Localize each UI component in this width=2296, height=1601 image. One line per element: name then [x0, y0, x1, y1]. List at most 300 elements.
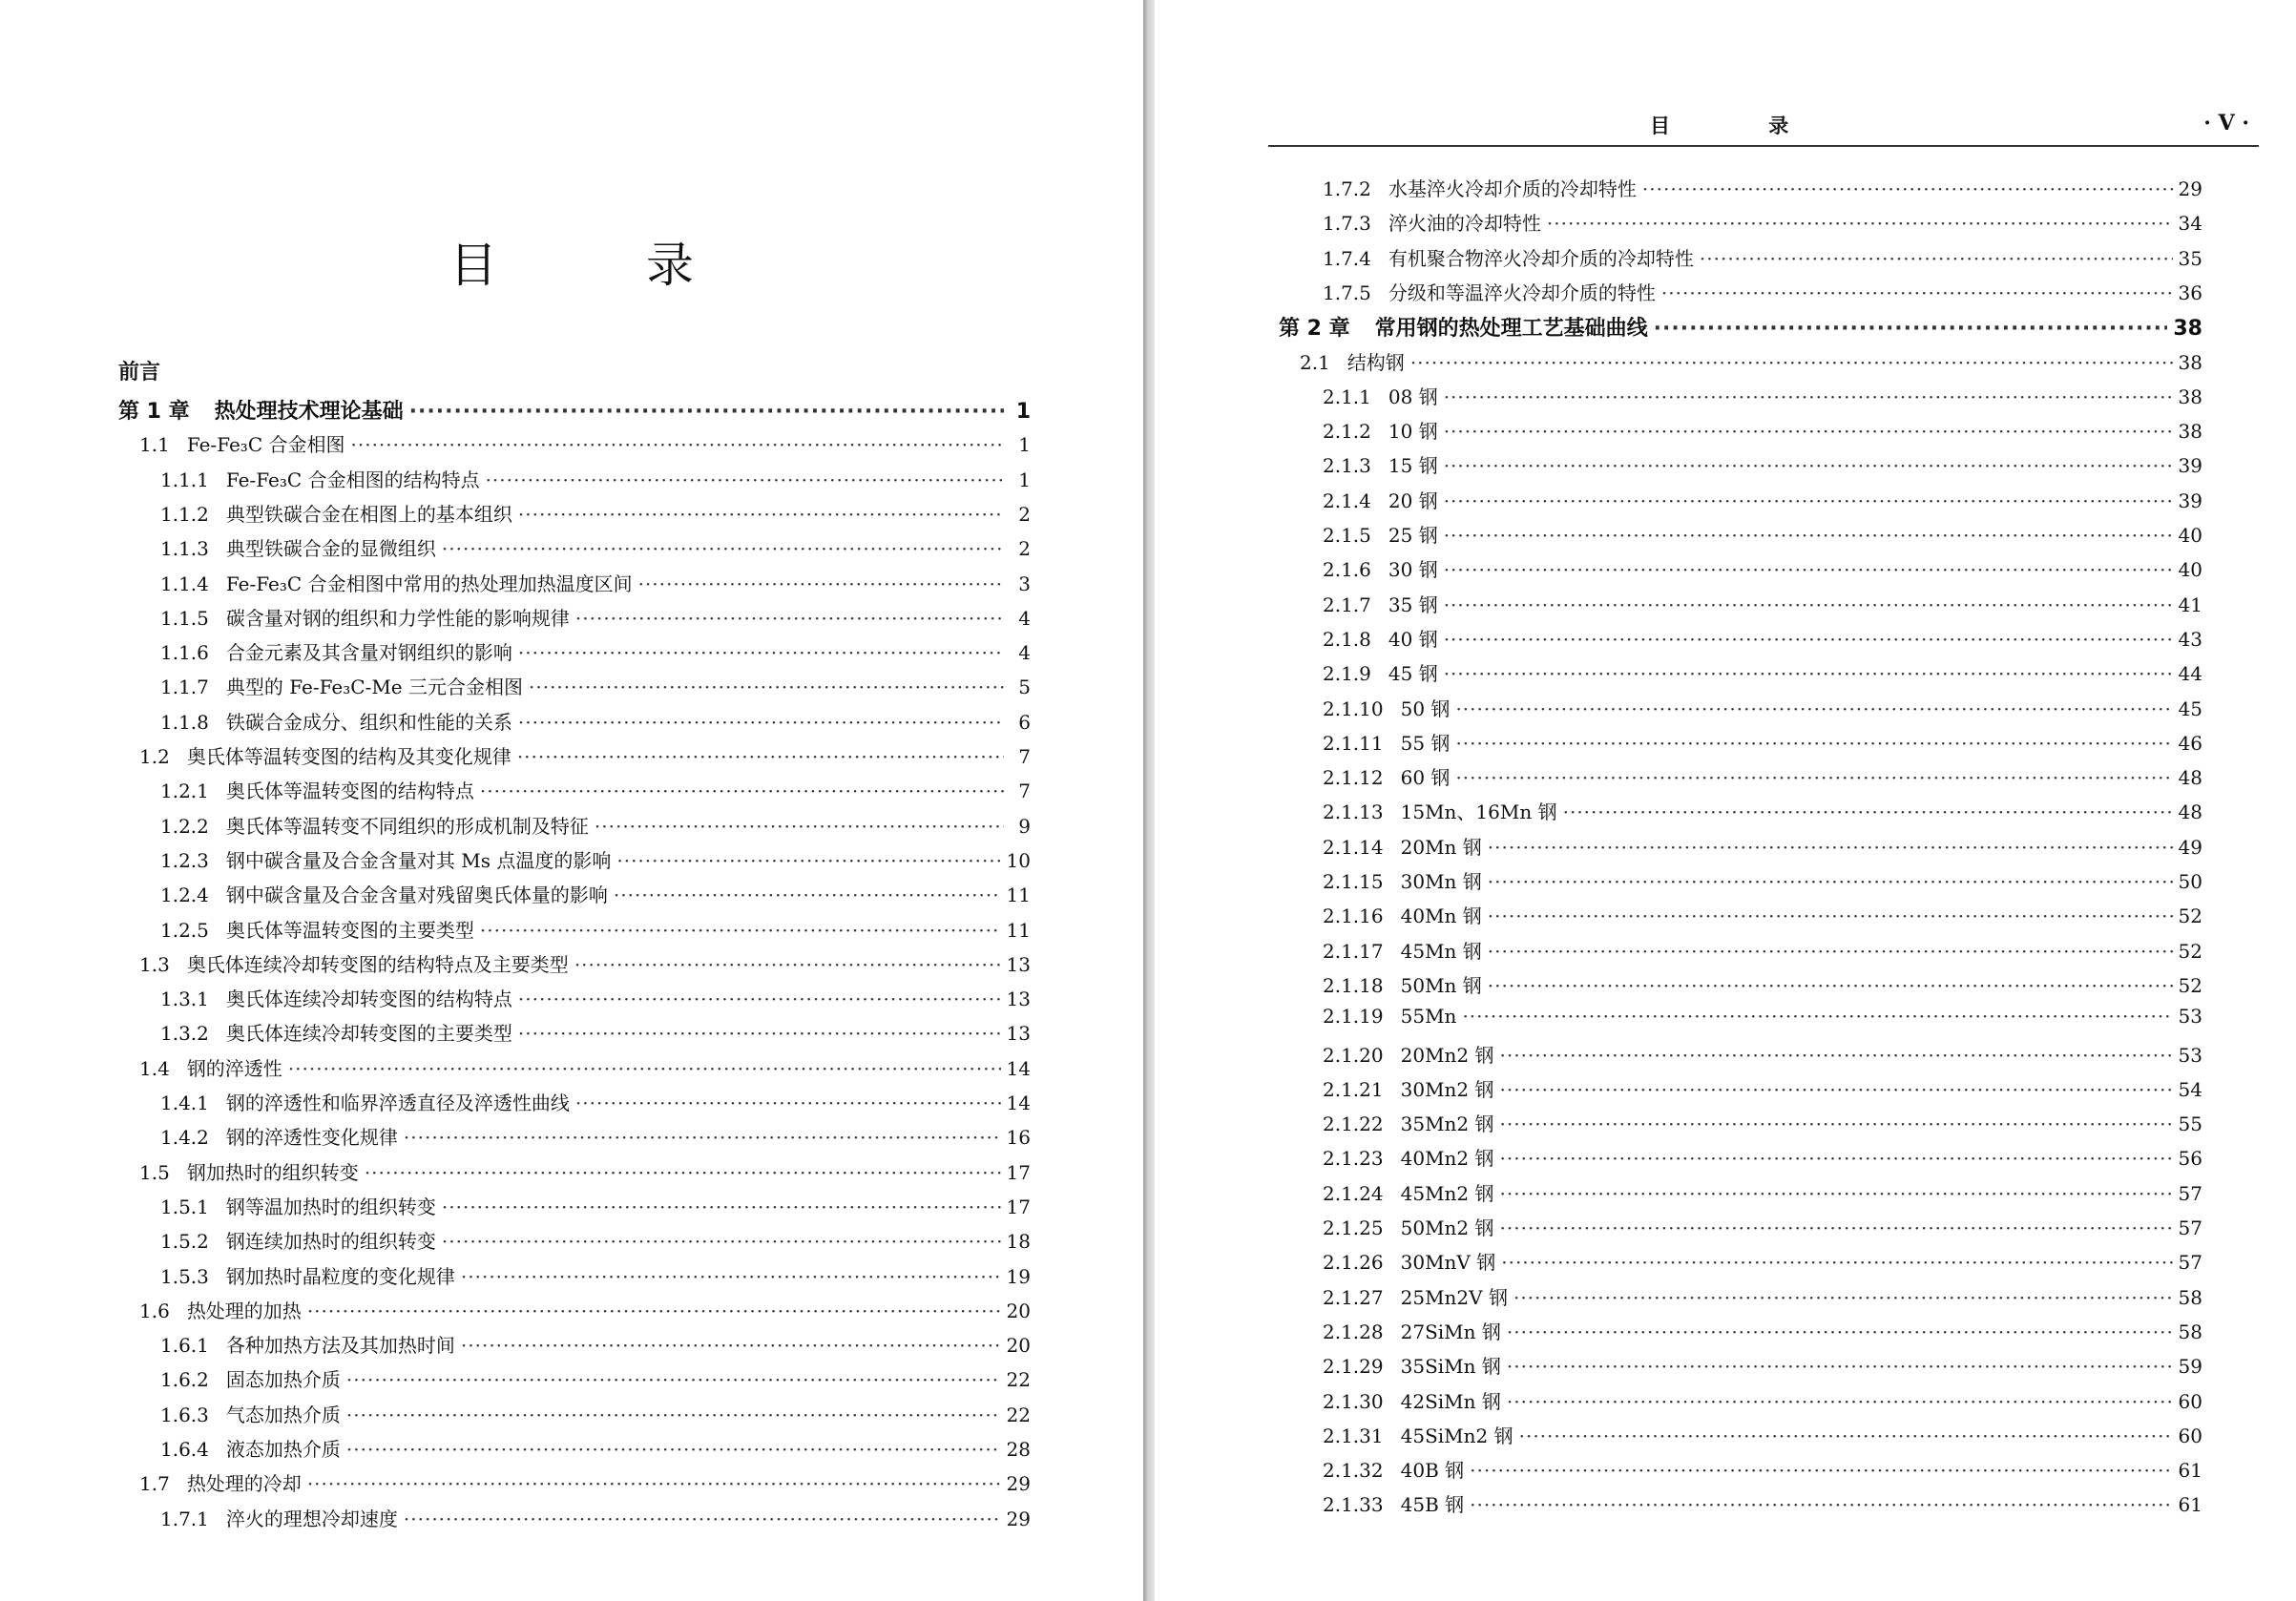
toc-entry-title: 45B 钢 [1400, 1493, 1465, 1517]
toc-entry-number: 2.1.6 [1323, 558, 1371, 582]
toc-entry-title: 分级和等温淬火冷却介质的特性 [1388, 281, 1656, 304]
toc-entry-number: 1.2.5 [160, 918, 209, 942]
toc-entry-title: 钢中碳含量及合金含量对其 Ms 点温度的影响 [225, 848, 612, 872]
toc-entry[interactable] [160, 465, 1031, 492]
toc-leader-dots [1455, 697, 2172, 720]
toc-entry-title: 奥氏体连续冷却转变图的结构特点及主要类型 [186, 952, 569, 976]
left-page [0, 0, 1143, 1601]
toc-entry-title: Fe-Fe₃C 合金相图中常用的热处理加热温度区间 [225, 572, 633, 595]
toc-leader-dots [1444, 420, 2173, 443]
toc-leader-dots [1444, 558, 2173, 581]
toc-leader-dots [1700, 247, 2173, 270]
toc-entry[interactable] [1323, 278, 2202, 305]
toc-leader-dots [1455, 732, 2172, 755]
toc-entry-title: 20Mn2 钢 [1400, 1043, 1494, 1067]
toc-entry-page: 48 [2178, 800, 2202, 824]
toc-entry-page: 43 [2178, 627, 2202, 651]
toc-entry-number: 1.1.5 [160, 606, 209, 630]
toc-entry[interactable] [1323, 1386, 2202, 1414]
toc-entry-number: 第 1 章 [118, 400, 190, 424]
toc-entry-title: 15Mn、16Mn 钢 [1400, 800, 1557, 824]
toc-entry-title: 奥氏体连续冷却转变图的结构特点 [225, 988, 512, 1011]
toc-entry-page: 17 [1006, 1195, 1031, 1218]
toc-entry-number: 1.6.3 [160, 1403, 209, 1426]
toc-entry-number: 1.4 [139, 1056, 170, 1080]
toc-leader-dots [529, 676, 1004, 698]
toc-entry[interactable] [160, 845, 1031, 873]
toc-entry-page: 35 [2178, 246, 2202, 270]
toc-entry-number: 1.2.1 [160, 780, 209, 803]
toc-leader-dots [638, 572, 1004, 595]
toc-leader-dots [1444, 385, 2173, 408]
toc-entry[interactable] [160, 637, 1031, 665]
toc-leader-dots [307, 1472, 1001, 1495]
toc-entry[interactable] [1323, 970, 2202, 998]
toc-entry-page: 17 [1006, 1160, 1031, 1184]
toc-entry-title: 各种加热方法及其加热时间 [225, 1334, 455, 1358]
toc-entry[interactable] [139, 1296, 1031, 1323]
toc-entry[interactable] [160, 1226, 1031, 1254]
toc-leader-dots [1500, 1078, 2173, 1101]
toc-entry-title: 40 钢 [1388, 627, 1438, 651]
toc-entry[interactable] [1323, 1247, 2202, 1275]
toc-entry-title: 铁碳合金成分、组织和性能的关系 [225, 710, 512, 734]
toc-entry-page: 19 [1006, 1264, 1031, 1288]
toc-leader-dots [1444, 662, 2173, 685]
toc-entry[interactable] [1323, 1143, 2202, 1171]
toc-entry-page: 2 [1018, 537, 1031, 561]
toc-entry[interactable] [1323, 762, 2202, 790]
toc-entry-title: 55Mn [1400, 1005, 1457, 1029]
right-page [1155, 0, 2296, 1601]
toc-leader-dots [574, 953, 1001, 976]
toc-entry-title: 奥氏体等温转变图的主要类型 [225, 918, 474, 942]
toc-entry-title: 奥氏体连续冷却转变图的主要类型 [225, 1022, 512, 1046]
toc-entry[interactable] [139, 949, 1031, 977]
toc-entry[interactable] [160, 707, 1031, 735]
toc-entry[interactable] [160, 499, 1031, 527]
toc-entry[interactable] [1323, 1005, 2202, 1028]
toc-entry-number: 1.5.1 [160, 1195, 209, 1218]
toc-entry[interactable] [160, 880, 1031, 907]
toc-entry-title: 30MnV 钢 [1400, 1251, 1496, 1275]
toc-entry-page: 20 [1006, 1299, 1031, 1322]
toc-entry-page: 6 [1018, 710, 1031, 734]
toc-entry-title: 45Mn 钢 [1400, 939, 1482, 963]
toc-leader-dots [404, 1507, 1001, 1530]
toc-entry-page: 57 [2178, 1216, 2202, 1239]
toc-entry-number: 1.7.1 [160, 1507, 209, 1530]
toc-entry[interactable] [160, 1088, 1031, 1115]
page-number: · V · [2203, 111, 2249, 135]
toc-entry-title: 10 钢 [1388, 420, 1438, 444]
toc-entry-number: 2.1.29 [1323, 1355, 1384, 1379]
toc-leader-dots [1519, 1424, 2173, 1447]
toc-entry-title: 30Mn2 钢 [1400, 1077, 1494, 1101]
toc-entry-page: 54 [2178, 1077, 2202, 1101]
toc-entry-number: 2.1.16 [1323, 904, 1384, 928]
running-header [1268, 111, 2259, 147]
toc-entry-number: 1.5.3 [160, 1264, 209, 1288]
toc-entry-page: 58 [2178, 1285, 2202, 1309]
toc-entry[interactable] [1323, 832, 2202, 860]
toc-entry-page: 45 [2178, 697, 2202, 720]
toc-entry-title: 固态加热介质 [225, 1368, 341, 1392]
toc-leader-dots [518, 711, 1004, 734]
toc-entry-number: 1.2.2 [160, 814, 209, 838]
toc-leader-dots [1462, 1005, 2172, 1028]
toc-entry[interactable] [1323, 243, 2202, 271]
toc-entry-title: 水基淬火冷却介质的冷却特性 [1388, 177, 1637, 200]
toc-entry[interactable] [139, 429, 1031, 457]
toc-entry-number: 2.1.27 [1323, 1285, 1384, 1309]
toc-leader-dots [1547, 212, 2173, 235]
toc-entry-number: 2.1.5 [1323, 524, 1371, 547]
toc-entry[interactable] [1323, 590, 2202, 617]
toc-entry-page: 53 [2178, 1005, 2202, 1029]
toc-preface-label: 前言 [118, 361, 161, 385]
toc-entry-page: 10 [1006, 848, 1031, 872]
toc-leader-dots [1470, 1459, 2172, 1482]
toc-entry-title: 50Mn 钢 [1400, 973, 1482, 997]
toc-entry-page: 53 [2178, 1043, 2202, 1067]
toc-entry[interactable] [1323, 694, 2202, 721]
toc-leader-dots [1500, 1044, 2173, 1067]
toc-entry[interactable] [1323, 554, 2202, 582]
toc-entry-page: 58 [2178, 1320, 2202, 1343]
toc-entry[interactable] [1323, 797, 2202, 824]
toc-entry-page: 29 [1006, 1507, 1031, 1530]
toc-entry[interactable] [1323, 1489, 2202, 1517]
toc-entry-title: 15 钢 [1388, 454, 1438, 478]
toc-entry-title: Fe-Fe₃C 合金相图 [186, 433, 345, 457]
toc-entry-title: 40Mn2 钢 [1400, 1147, 1494, 1171]
toc-entry[interactable] [160, 533, 1031, 561]
toc-entry-title: 45 钢 [1388, 662, 1438, 686]
toc-entry[interactable] [160, 984, 1031, 1011]
toc-entry-page: 18 [1006, 1230, 1031, 1254]
toc-leader-dots [409, 400, 1004, 424]
toc-entry-page: 44 [2178, 662, 2202, 686]
toc-entry-page: 56 [2178, 1147, 2202, 1171]
toc-entry-page: 40 [2178, 524, 2202, 547]
toc-entry[interactable] [1323, 208, 2202, 236]
toc-entry[interactable] [1323, 1421, 2202, 1448]
toc-entry[interactable] [160, 1330, 1031, 1358]
toc-entry-page: 38 [2178, 350, 2202, 374]
toc-entry-page: 48 [2178, 766, 2202, 790]
toc-entry[interactable] [1323, 1109, 2202, 1136]
toc-entry-title: 25Mn2V 钢 [1400, 1285, 1508, 1309]
toc-leader-dots [1500, 1112, 2173, 1135]
toc-entry-number: 1.5 [139, 1160, 170, 1184]
toc-entry-title: 典型铁碳合金在相图上的基本组织 [225, 502, 512, 526]
toc-entry-page: 57 [2178, 1181, 2202, 1205]
toc-entry[interactable] [118, 395, 1031, 425]
toc-entry-title: 热处理技术理论基础 [214, 400, 404, 424]
toc-entry[interactable] [1323, 1317, 2202, 1344]
toc-leader-dots [1507, 1390, 2173, 1413]
toc-entry[interactable] [160, 776, 1031, 803]
toc-entry-number: 2.1.18 [1323, 973, 1384, 997]
toc-entry-title: 合金元素及其含量对钢组织的影响 [225, 641, 512, 665]
toc-entry[interactable] [1323, 520, 2202, 548]
toc-entry-page: 59 [2178, 1355, 2202, 1379]
toc-entry-number: 2.1.24 [1323, 1181, 1384, 1205]
toc-entry-title: 钢的淬透性和临界淬透直径及淬透性曲线 [225, 1092, 570, 1114]
toc-entry-number: 1.7.5 [1323, 281, 1371, 304]
toc-entry-title: 淬火油的冷却特性 [1388, 212, 1541, 236]
toc-entry-page: 60 [2178, 1424, 2202, 1447]
toc-entry-number: 1.7.2 [1323, 177, 1371, 200]
toc-entry[interactable] [1323, 658, 2202, 686]
toc-entry[interactable] [1279, 312, 2202, 342]
toc-entry-number: 2.1 [1300, 350, 1330, 374]
toc-entry[interactable] [1323, 1282, 2202, 1310]
toc-entry-number: 1.7.3 [1323, 212, 1371, 236]
toc-entry-title: 25 钢 [1388, 524, 1438, 547]
toc-leader-dots [480, 919, 1001, 942]
toc-entry[interactable] [139, 1157, 1031, 1185]
toc-entry[interactable] [160, 1261, 1031, 1289]
toc-entry[interactable] [1323, 624, 2202, 652]
toc-entry-title: 奥氏体等温转变图的结构特点 [225, 780, 474, 803]
toc-entry-number: 2.1.20 [1323, 1043, 1384, 1067]
toc-leader-dots [518, 641, 1004, 664]
toc-leader-dots [1563, 800, 2173, 823]
toc-entry-title: 08 钢 [1388, 385, 1438, 408]
toc-entry-page: 14 [1006, 1092, 1031, 1114]
toc-entry-number: 2.1.11 [1323, 731, 1384, 755]
running-title: 目 录 [1650, 114, 1835, 137]
toc-entry[interactable] [1323, 1178, 2202, 1206]
toc-entry[interactable] [160, 1122, 1031, 1150]
toc-entry-page: 38 [2173, 317, 2202, 342]
toc-entry[interactable] [160, 811, 1031, 839]
toc-entry[interactable] [160, 1018, 1031, 1046]
toc-entry[interactable] [1323, 1455, 2202, 1483]
toc-leader-dots [1500, 1182, 2173, 1205]
toc-entry-title: 20Mn 钢 [1400, 835, 1482, 859]
toc-entry[interactable] [1323, 1040, 2202, 1068]
toc-entry-page: 46 [2178, 731, 2202, 755]
toc-entry-page: 29 [2178, 177, 2202, 200]
toc-entry-page: 1 [1018, 433, 1031, 457]
toc-entry[interactable] [160, 1504, 1031, 1531]
toc-leader-dots [1444, 489, 2173, 512]
toc-entry[interactable] [1323, 1074, 2202, 1102]
toc-entry-title: 20 钢 [1388, 489, 1438, 512]
toc-entry-page: 13 [1006, 952, 1031, 976]
toc-entry-title: 液态加热介质 [225, 1438, 341, 1461]
toc-entry-page: 60 [2178, 1389, 2202, 1413]
toc-leader-dots [517, 745, 1004, 768]
toc-entry-title: 热处理的冷却 [186, 1472, 302, 1496]
toc-entry-page: 11 [1006, 884, 1031, 907]
toc-entry-number: 1.1.2 [160, 502, 209, 526]
toc-entry-page: 22 [1006, 1368, 1031, 1392]
toc-entry-number: 1.1.8 [160, 710, 209, 734]
toc-entry-title: 钢的淬透性 [186, 1056, 282, 1080]
toc-entry-number: 1.6 [139, 1299, 170, 1322]
toc-entry-number: 2.1.19 [1323, 1005, 1384, 1029]
toc-leader-dots [351, 433, 1005, 456]
toc-leader-dots [518, 503, 1004, 526]
toc-leader-dots [1661, 281, 2173, 304]
toc-leader-dots [575, 1092, 1001, 1114]
toc-leader-dots [595, 815, 1004, 838]
toc-entry-title: 40B 钢 [1400, 1459, 1465, 1483]
toc-entry-number: 2.1.9 [1323, 662, 1371, 686]
toc-entry-page: 16 [1006, 1126, 1031, 1150]
toc-preface[interactable] [118, 356, 160, 385]
toc-entry-page: 29 [1006, 1472, 1031, 1496]
toc-entry-title: 50 钢 [1400, 697, 1451, 720]
toc-entry-number: 1.4.2 [160, 1126, 209, 1150]
toc-entry[interactable] [1323, 866, 2202, 894]
toc-entry-page: 50 [2178, 870, 2202, 893]
toc-entry-title: Fe-Fe₃C 合金相图的结构特点 [225, 468, 480, 491]
toc-leader-dots [486, 468, 1004, 491]
toc-entry-page: 14 [1006, 1056, 1031, 1080]
toc-entry-number: 第 2 章 [1279, 317, 1350, 342]
toc-entry-page: 34 [2178, 212, 2202, 236]
toc-entry[interactable] [1323, 416, 2202, 444]
toc-entry-title: 典型的 Fe-Fe₃C-Me 三元合金相图 [225, 676, 523, 699]
toc-entry-page: 52 [2178, 904, 2202, 928]
toc-entry[interactable] [1323, 382, 2202, 409]
toc-entry-number: 2.1.22 [1323, 1112, 1384, 1136]
toc-entry-page: 7 [1018, 745, 1031, 768]
toc-entry-title: 42SiMn 钢 [1400, 1389, 1501, 1413]
toc-entry-page: 9 [1018, 814, 1031, 838]
toc-entry-number: 2.1.1 [1323, 385, 1371, 408]
toc-entry[interactable] [1323, 174, 2202, 201]
toc-leader-dots [1488, 974, 2173, 997]
toc-entry-title: 27SiMn 钢 [1400, 1320, 1501, 1343]
toc-entry-number: 2.1.10 [1323, 697, 1384, 720]
toc-entry-title: 60 钢 [1400, 766, 1451, 790]
toc-entry[interactable] [139, 1468, 1031, 1496]
toc-entry-page: 55 [2178, 1112, 2202, 1136]
toc-entry-title: 奥氏体等温转变不同组织的形成机制及特征 [225, 814, 589, 838]
toc-entry[interactable] [160, 569, 1031, 596]
toc-entry-title: 有机聚合物淬火冷却介质的冷却特性 [1388, 246, 1694, 270]
toc-entry[interactable] [1323, 1351, 2202, 1379]
toc-entry[interactable] [139, 1053, 1031, 1081]
toc-entry-number: 1.3.2 [160, 1022, 209, 1046]
toc-entry-page: 22 [1006, 1403, 1031, 1426]
toc-entry-number: 1.1.3 [160, 537, 209, 561]
toc-leader-dots [1444, 628, 2173, 651]
toc-leader-dots [1444, 593, 2173, 616]
toc-entry-number: 2.1.32 [1323, 1459, 1384, 1483]
toc-entry-number: 2.1.28 [1323, 1320, 1384, 1343]
toc-entry-title: 钢中碳含量及合金含量对残留奥氏体量的影响 [225, 884, 608, 907]
toc-entry-number: 1.4.1 [160, 1092, 209, 1114]
toc-entry-page: 38 [2178, 385, 2202, 408]
toc-entry-number: 1.5.2 [160, 1230, 209, 1254]
toc-entry-page: 4 [1018, 606, 1031, 630]
toc-entry[interactable] [160, 672, 1031, 699]
toc-entry-title: 热处理的加热 [186, 1299, 302, 1322]
toc-entry[interactable] [160, 1400, 1031, 1427]
toc-leader-dots [1488, 940, 2173, 963]
toc-entry-page: 13 [1006, 988, 1031, 1011]
toc-entry[interactable] [1323, 728, 2202, 756]
toc-leader-dots [1455, 766, 2172, 789]
toc-entry-number: 2.1.8 [1323, 627, 1371, 651]
toc-leader-dots [1444, 454, 2173, 477]
toc-entry-page: 4 [1018, 641, 1031, 665]
toc-entry-number: 2.1.31 [1323, 1424, 1384, 1447]
toc-entry-page: 13 [1006, 1022, 1031, 1046]
toc-entry-page: 52 [2178, 939, 2202, 963]
toc-entry-number: 2.1.17 [1323, 939, 1384, 963]
toc-entry-number: 2.1.30 [1323, 1389, 1384, 1413]
toc-entry-page: 39 [2178, 454, 2202, 478]
toc-leader-dots [1488, 904, 2173, 927]
toc-entry-title: 钢加热时晶粒度的变化规律 [225, 1264, 455, 1288]
toc-leader-dots [1410, 351, 2173, 374]
toc-entry[interactable] [160, 1434, 1031, 1462]
toc-entry-number: 1.2 [139, 745, 170, 768]
toc-entry-number: 1.1.6 [160, 641, 209, 665]
toc-entry[interactable] [160, 915, 1031, 943]
toc-entry-number: 2.1.23 [1323, 1147, 1384, 1171]
toc-entry-title: 碳含量对钢的组织和力学性能的影响规律 [225, 606, 570, 630]
toc-entry[interactable] [1323, 486, 2202, 513]
toc-leader-dots [1642, 177, 2173, 200]
toc-entry[interactable] [1300, 347, 2202, 375]
toc-entry-number: 1.1.7 [160, 676, 209, 699]
toc-entry-title: 50Mn2 钢 [1400, 1216, 1494, 1239]
toc-leader-dots [518, 1022, 1001, 1045]
toc-entry[interactable] [1323, 936, 2202, 964]
toc-leader-dots [1488, 870, 2173, 893]
toc-entry[interactable] [1323, 901, 2202, 928]
toc-entry-number: 1.7.4 [1323, 246, 1371, 270]
toc-entry-title: 40Mn 钢 [1400, 904, 1482, 928]
toc-entry-page: 1 [1018, 468, 1031, 491]
toc-entry-page: 41 [2178, 593, 2202, 616]
toc-entry-number: 2.1.33 [1323, 1493, 1384, 1517]
toc-entry[interactable] [1323, 1213, 2202, 1240]
toc-entry-page: 20 [1006, 1334, 1031, 1358]
toc-entry-title: 奥氏体等温转变图的结构及其变化规律 [186, 745, 511, 768]
toc-entry-title: 45SiMn2 钢 [1400, 1424, 1513, 1447]
toc-leader-dots [1507, 1355, 2173, 1378]
toc-leader-dots [442, 537, 1004, 560]
toc-entry-page: 28 [1006, 1438, 1031, 1461]
toc-entry-page: 2 [1018, 502, 1031, 526]
toc-leader-dots [442, 1196, 1001, 1218]
toc-leader-dots [1500, 1147, 2173, 1170]
toc-leader-dots [614, 884, 1001, 906]
toc-entry[interactable] [139, 741, 1031, 769]
toc-leader-dots [1513, 1286, 2173, 1309]
toc-leader-dots [1507, 1320, 2173, 1343]
toc-entry-title: 典型铁碳合金的显微组织 [225, 537, 436, 561]
toc-entry-number: 1.2.3 [160, 848, 209, 872]
toc-entry[interactable] [160, 1364, 1031, 1392]
toc-leader-dots [346, 1403, 1001, 1426]
toc-entry[interactable] [160, 603, 1031, 631]
toc-entry-number: 2.1.7 [1323, 593, 1371, 616]
toc-entry[interactable] [160, 1192, 1031, 1219]
toc-entry[interactable] [1323, 450, 2202, 478]
toc-leader-dots [1500, 1216, 2173, 1239]
